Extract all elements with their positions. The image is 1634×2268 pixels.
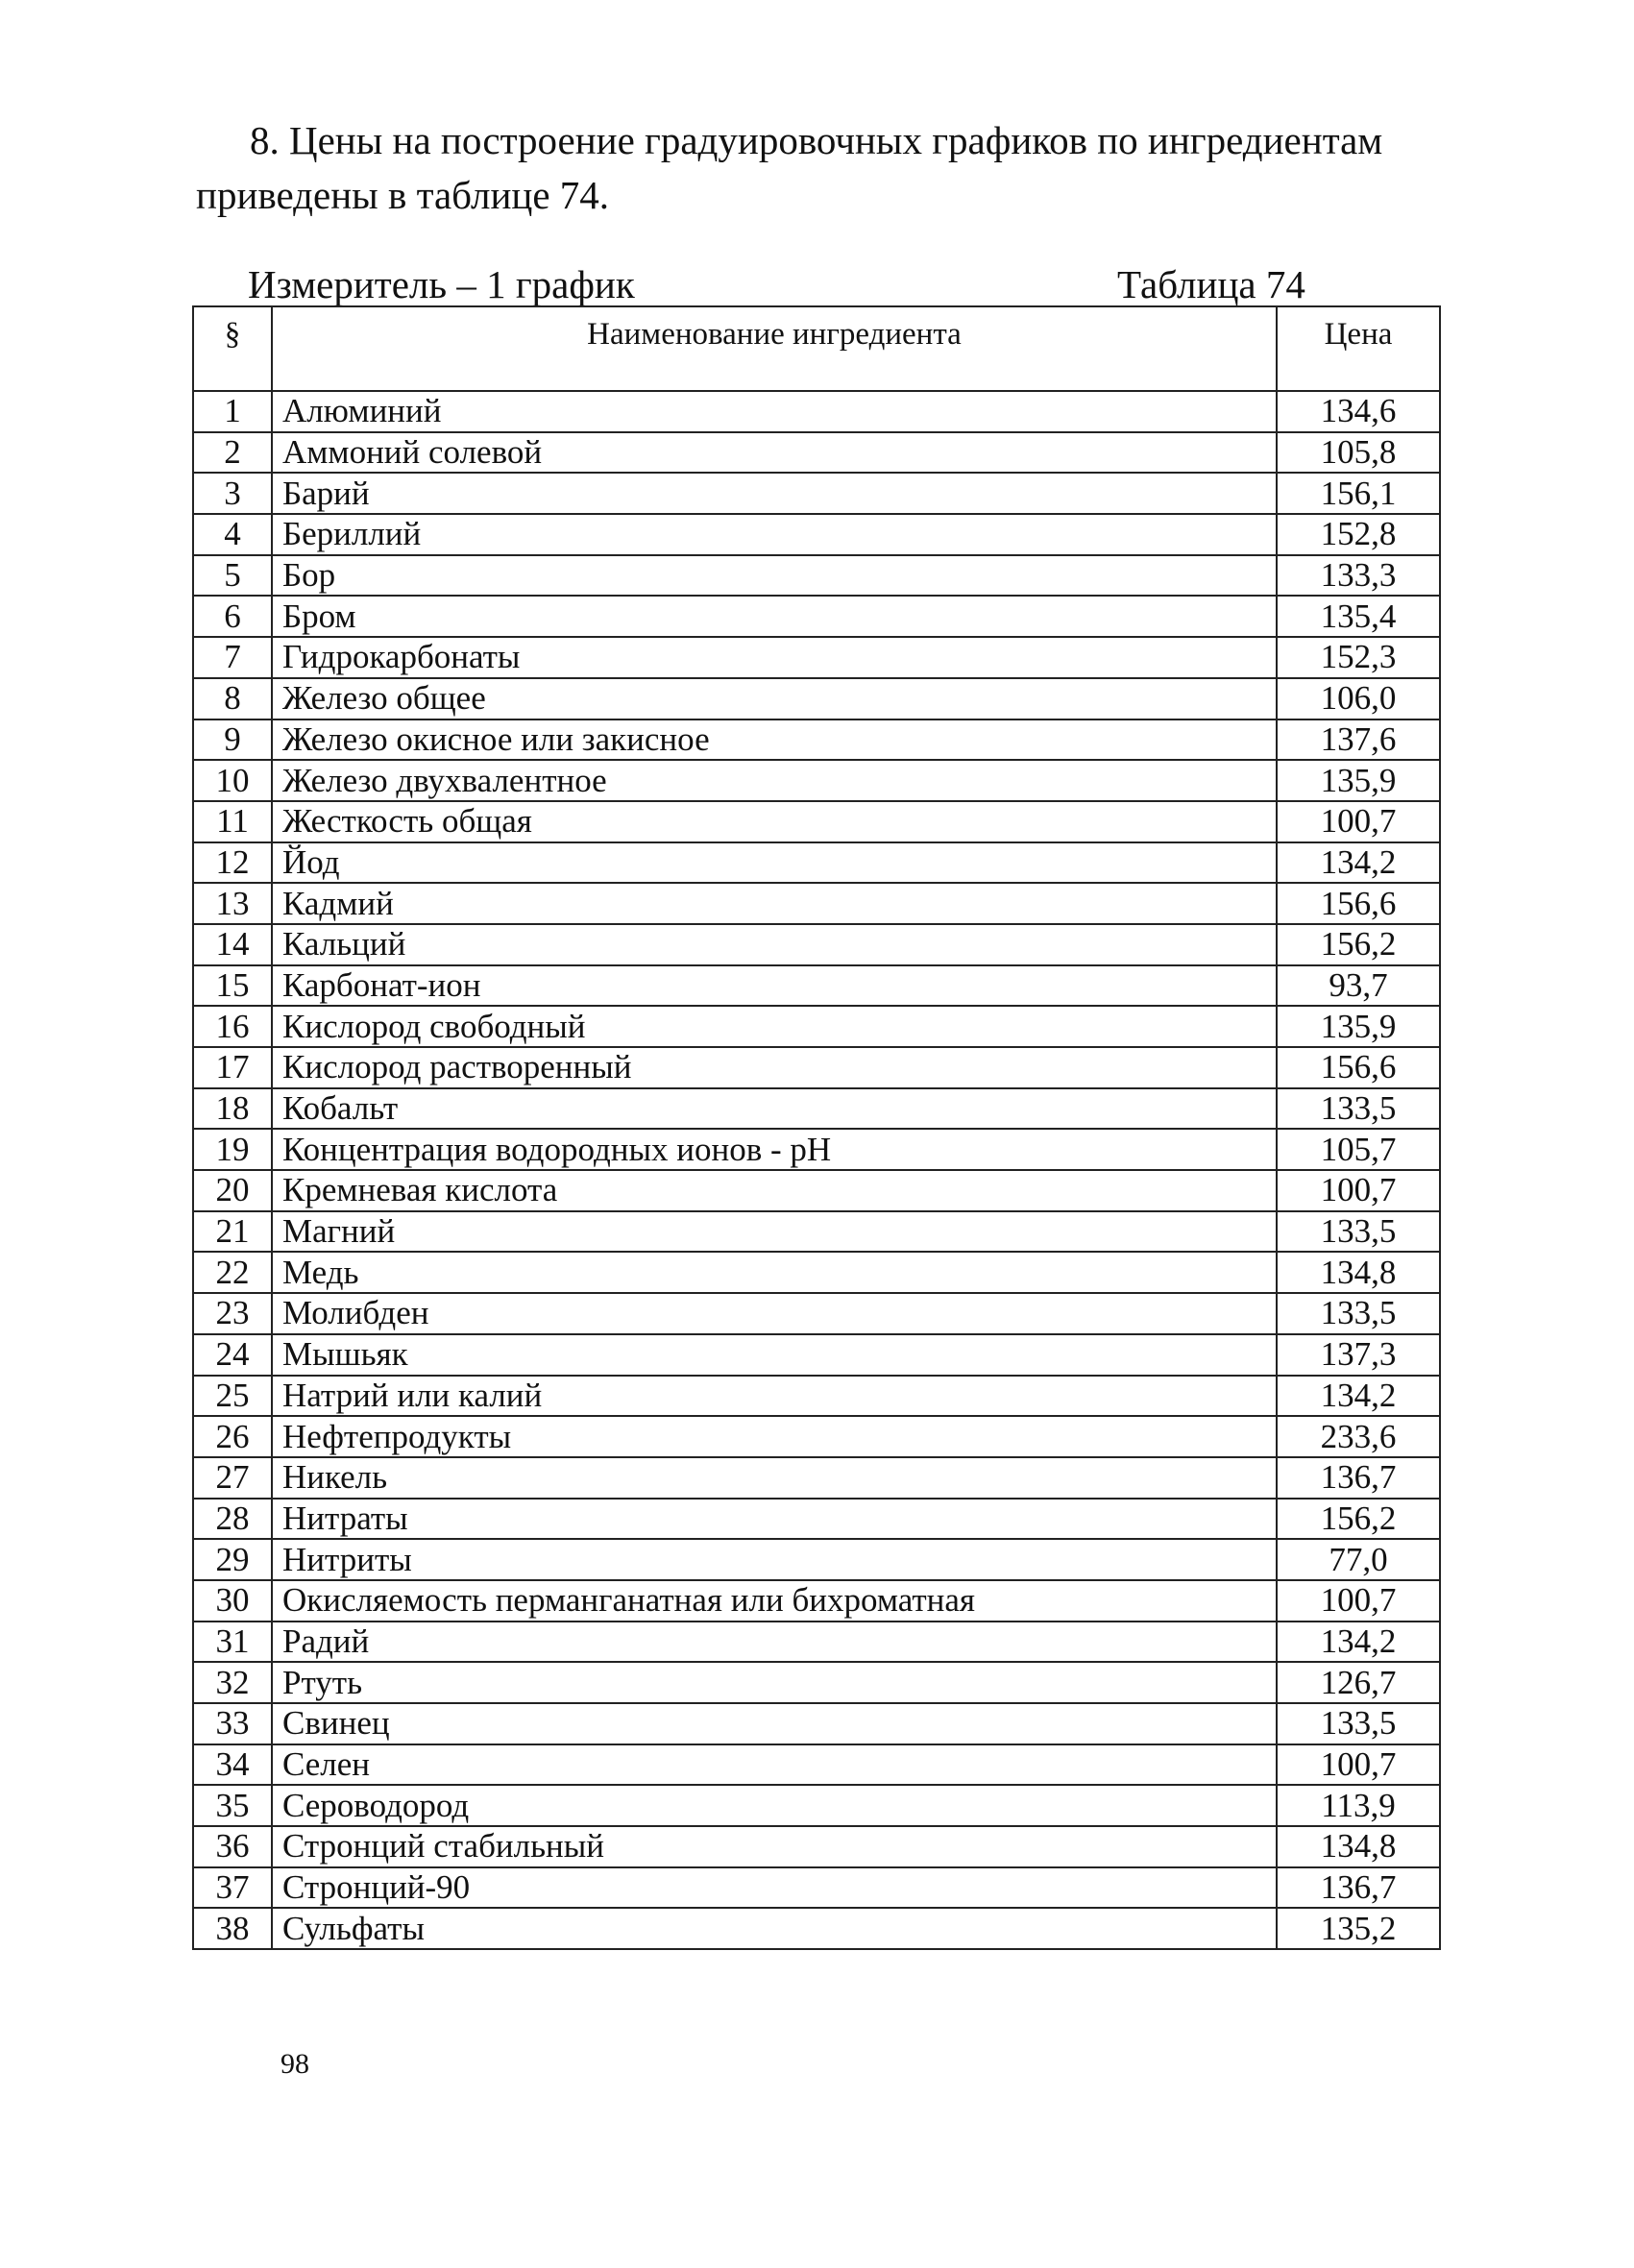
row-number: 7: [193, 637, 272, 678]
row-number: 11: [193, 801, 272, 842]
price-value: 134,8: [1277, 1826, 1440, 1867]
row-number: 5: [193, 555, 272, 597]
ingredient-name: Кислород свободный: [272, 1006, 1277, 1047]
ingredient-name: Нитраты: [272, 1499, 1277, 1540]
price-value: 100,7: [1277, 1170, 1440, 1211]
ingredient-name: Аммоний солевой: [272, 432, 1277, 474]
table-row: [193, 719, 1440, 761]
table-row: [193, 637, 1440, 678]
row-number: 9: [193, 719, 272, 761]
ingredient-name: Мышьяк: [272, 1334, 1277, 1376]
ingredient-name: Свинец: [272, 1703, 1277, 1744]
table-row: [193, 760, 1440, 801]
price-value: 156,6: [1277, 883, 1440, 924]
ingredient-name: Магний: [272, 1211, 1277, 1253]
table-row: [193, 1047, 1440, 1088]
ingredient-name: Концентрация водородных ионов - pH: [272, 1129, 1277, 1170]
price-value: 133,5: [1277, 1703, 1440, 1744]
row-number: 6: [193, 596, 272, 637]
price-value: 156,2: [1277, 924, 1440, 965]
ingredient-name: Кальций: [272, 924, 1277, 965]
table-row: [193, 596, 1440, 637]
price-value: 134,2: [1277, 1622, 1440, 1663]
price-value: 152,8: [1277, 514, 1440, 555]
price-value: 233,6: [1277, 1416, 1440, 1457]
row-number: 34: [193, 1744, 272, 1786]
table-row: [193, 1908, 1440, 1949]
table-row: [193, 432, 1440, 474]
table-body: [193, 391, 1440, 1949]
ingredient-name: Никель: [272, 1457, 1277, 1499]
price-value: 137,6: [1277, 719, 1440, 761]
row-number: 21: [193, 1211, 272, 1253]
ingredient-name: Кислород растворенный: [272, 1047, 1277, 1088]
ingredient-name: Нитриты: [272, 1539, 1277, 1580]
ingredient-name: Алюминий: [272, 391, 1277, 432]
row-number: 10: [193, 760, 272, 801]
ingredient-name: Кобальт: [272, 1088, 1277, 1130]
row-number: 23: [193, 1293, 272, 1334]
table-row: [193, 924, 1440, 965]
ingredient-name: Селен: [272, 1744, 1277, 1786]
table-row: [193, 1211, 1440, 1253]
table-row: [193, 1170, 1440, 1211]
ingredient-name: Сероводород: [272, 1785, 1277, 1826]
table-row: [193, 1252, 1440, 1293]
row-number: 12: [193, 842, 272, 884]
row-number: 15: [193, 965, 272, 1007]
ingredient-name: Бор: [272, 555, 1277, 597]
price-value: 133,5: [1277, 1211, 1440, 1253]
price-value: 136,7: [1277, 1457, 1440, 1499]
price-value: 156,2: [1277, 1499, 1440, 1540]
table-row: [193, 1457, 1440, 1499]
table-header-row: [193, 306, 1440, 391]
price-table: [192, 305, 1441, 1950]
row-number: 38: [193, 1908, 272, 1949]
ingredient-name: Карбонат-ион: [272, 965, 1277, 1007]
row-number: 37: [193, 1867, 272, 1909]
row-number: 30: [193, 1580, 272, 1622]
header-price: Цена: [1277, 306, 1440, 391]
row-number: 3: [193, 473, 272, 514]
row-number: 35: [193, 1785, 272, 1826]
ingredient-name: Кадмий: [272, 883, 1277, 924]
ingredient-name: Железо окисное или закисное: [272, 719, 1277, 761]
price-value: 134,6: [1277, 391, 1440, 432]
row-number: 18: [193, 1088, 272, 1130]
ingredient-name: Сульфаты: [272, 1908, 1277, 1949]
price-value: 106,0: [1277, 678, 1440, 719]
intro-paragraph: 8. Цены на построение градуировочных графиков по ингредиентам приведены в таблице 74.: [196, 118, 1383, 217]
ingredient-name: Кремневая кислота: [272, 1170, 1277, 1211]
price-value: 133,3: [1277, 555, 1440, 597]
price-value: 135,9: [1277, 1006, 1440, 1047]
price-value: 135,2: [1277, 1908, 1440, 1949]
ingredient-name: Молибден: [272, 1293, 1277, 1334]
row-number: 27: [193, 1457, 272, 1499]
ingredient-name: Железо общее: [272, 678, 1277, 719]
ingredient-name: Натрий или калий: [272, 1376, 1277, 1417]
price-value: 105,8: [1277, 432, 1440, 474]
price-value: 134,8: [1277, 1252, 1440, 1293]
table-row: [193, 1293, 1440, 1334]
table-row: [193, 1376, 1440, 1417]
price-value: 133,5: [1277, 1293, 1440, 1334]
row-number: 33: [193, 1703, 272, 1744]
row-number: 4: [193, 514, 272, 555]
price-value: 77,0: [1277, 1539, 1440, 1580]
header-num: §: [193, 306, 272, 391]
price-value: 93,7: [1277, 965, 1440, 1007]
table-row: [193, 1622, 1440, 1663]
measure-unit-caption: Измеритель – 1 график: [248, 262, 635, 306]
price-value: 135,9: [1277, 760, 1440, 801]
ingredient-name: Стронций стабильный: [272, 1826, 1277, 1867]
table-row: [193, 473, 1440, 514]
row-number: 14: [193, 924, 272, 965]
row-number: 20: [193, 1170, 272, 1211]
table-row: [193, 555, 1440, 597]
ingredient-name: Барий: [272, 473, 1277, 514]
row-number: 2: [193, 432, 272, 474]
row-number: 19: [193, 1129, 272, 1170]
ingredient-name: Ртуть: [272, 1662, 1277, 1703]
price-value: 137,3: [1277, 1334, 1440, 1376]
ingredient-name: Жесткость общая: [272, 801, 1277, 842]
row-number: 25: [193, 1376, 272, 1417]
table-row: [193, 1580, 1440, 1622]
price-value: 105,7: [1277, 1129, 1440, 1170]
row-number: 16: [193, 1006, 272, 1047]
table-row: [193, 391, 1440, 432]
price-value: 136,7: [1277, 1867, 1440, 1909]
row-number: 17: [193, 1047, 272, 1088]
price-value: 152,3: [1277, 637, 1440, 678]
table-row: [193, 801, 1440, 842]
row-number: 8: [193, 678, 272, 719]
price-value: 134,2: [1277, 1376, 1440, 1417]
header-name: Наименование ингредиента: [272, 306, 1277, 391]
table-row: [193, 1129, 1440, 1170]
row-number: 24: [193, 1334, 272, 1376]
row-number: 36: [193, 1826, 272, 1867]
table-row: [193, 1662, 1440, 1703]
table-row: [193, 842, 1440, 884]
ingredient-name: Окисляемость перманганатная или бихроматная: [272, 1580, 1277, 1622]
table-row: [193, 1499, 1440, 1540]
ingredient-name: Бром: [272, 596, 1277, 637]
ingredient-name: Радий: [272, 1622, 1277, 1663]
ingredient-name: Нефтепродукты: [272, 1416, 1277, 1457]
ingredient-name: Железо двухвалентное: [272, 760, 1277, 801]
row-number: 22: [193, 1252, 272, 1293]
price-value: 100,7: [1277, 1744, 1440, 1786]
table-row: [193, 883, 1440, 924]
price-value: 133,5: [1277, 1088, 1440, 1130]
row-number: 1: [193, 391, 272, 432]
ingredient-name: Стронций-90: [272, 1867, 1277, 1909]
price-value: 100,7: [1277, 801, 1440, 842]
row-number: 29: [193, 1539, 272, 1580]
table-row: [193, 1867, 1440, 1909]
table-row: [193, 1703, 1440, 1744]
table-row: [193, 514, 1440, 555]
table-row: [193, 1785, 1440, 1826]
table-title: Таблица 74: [1117, 262, 1305, 306]
ingredient-name: Гидрокарбонаты: [272, 637, 1277, 678]
ingredient-name: Бериллий: [272, 514, 1277, 555]
table-row: [193, 965, 1440, 1007]
table-row: [193, 1826, 1440, 1867]
row-number: 26: [193, 1416, 272, 1457]
table-row: [193, 1539, 1440, 1580]
ingredient-name: Йод: [272, 842, 1277, 884]
row-number: 13: [193, 883, 272, 924]
row-number: 32: [193, 1662, 272, 1703]
price-value: 156,6: [1277, 1047, 1440, 1088]
table-row: [193, 678, 1440, 719]
table-row: [193, 1334, 1440, 1376]
price-value: 135,4: [1277, 596, 1440, 637]
table-row: [193, 1416, 1440, 1457]
price-value: 156,1: [1277, 473, 1440, 514]
table-row: [193, 1744, 1440, 1786]
table-row: [193, 1006, 1440, 1047]
page-number: 98: [280, 2048, 309, 2080]
price-value: 100,7: [1277, 1580, 1440, 1622]
price-value: 113,9: [1277, 1785, 1440, 1826]
row-number: 31: [193, 1622, 272, 1663]
table-row: [193, 1088, 1440, 1130]
row-number: 28: [193, 1499, 272, 1540]
price-value: 134,2: [1277, 842, 1440, 884]
ingredient-name: Медь: [272, 1252, 1277, 1293]
price-value: 126,7: [1277, 1662, 1440, 1703]
